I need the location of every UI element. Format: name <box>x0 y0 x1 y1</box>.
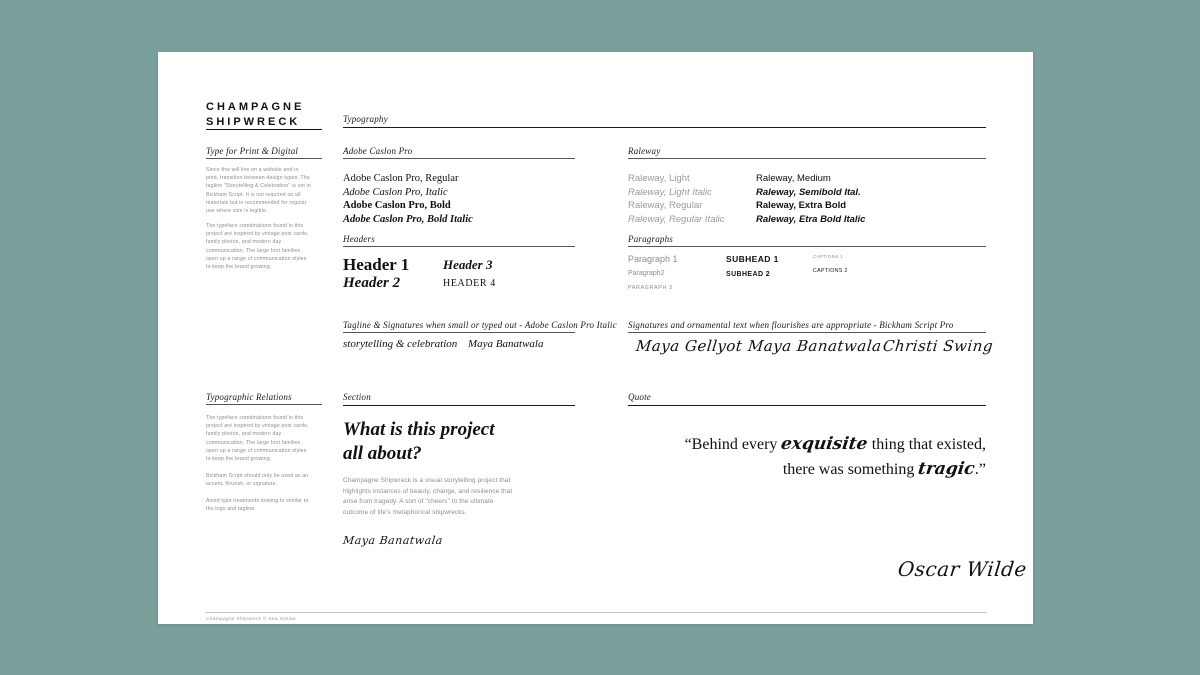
typographic-relations-rule <box>206 404 322 405</box>
paragraph-3-sample: PARAGRAPH 3 <box>628 285 673 291</box>
raleway-item-regular-italic: Raleway, Regular Italic <box>628 213 725 225</box>
raleway-item-extra-bold-italic: Raleway, Etra Bold Italic <box>756 213 866 225</box>
quote-close: .” <box>974 461 986 478</box>
tagline-rule <box>343 332 575 333</box>
left-column-paragraph-1: Since this will live on a website and in print, transition between design types. The tagline "Storytelling & Celebration" is set in Bickham Script. It is not required on all materials but is recommended for regular use where size is legible. <box>206 167 311 215</box>
headers-rule <box>343 246 575 247</box>
caslon-item-bold: Adobe Caslon Pro, Bold <box>343 200 451 211</box>
footer-rule <box>206 612 986 613</box>
quote-open: “Behind every <box>684 436 778 453</box>
paragraphs-rule <box>628 246 986 247</box>
section-heading: Section <box>343 392 371 402</box>
tagline-signature-sample: Maya Banatwala <box>468 338 544 350</box>
raleway-item-extra-bold: Raleway, Extra Bold <box>756 200 847 211</box>
page-title: Typography <box>343 114 388 124</box>
quote-mid: thing that existed, <box>871 436 986 453</box>
signatures-heading: Signatures and ornamental text when flourishes are appropriate - Bickham Script Pro <box>628 320 954 330</box>
typographic-relations-paragraph-3: Avoid type treatments looking to similar to the logo and tagline. <box>206 498 309 513</box>
page-title-rule <box>343 127 986 128</box>
tagline-sample: storytelling & celebration <box>343 338 458 350</box>
raleway-heading: Raleway <box>628 146 661 156</box>
quote-attribution: Oscar Wilde <box>896 557 1029 581</box>
raleway-item-light: Raleway, Light <box>628 173 690 184</box>
raleway-item-regular: Raleway, Regular <box>628 200 703 211</box>
typographic-relations-paragraph-2: Bickham Script should only be used as an accent, flourish, or signature. <box>206 473 309 488</box>
section-body-text: Champagne Shipwreck is a visual storytelling project that highlights instances of beauty, change, and resilience that arise from tragedy. A sort of "cheers" to the ultimate outcome of life's metaphorical shipwrecks. <box>343 477 513 516</box>
header-1-sample: Header 1 <box>343 255 410 274</box>
paragraph-2-sample: Paragraph2 <box>628 270 665 277</box>
raleway-specimen-column-1 <box>628 172 724 226</box>
brand-logo <box>206 100 326 130</box>
document-page <box>158 52 1033 624</box>
section-rule <box>343 405 575 406</box>
captions-2-sample: CAPTIONS 2 <box>813 268 848 274</box>
signature-sample-3: Christi Swing <box>882 337 995 355</box>
raleway-item-light-italic: Raleway, Light Italic <box>628 186 712 198</box>
caslon-rule <box>343 158 575 159</box>
subhead-2-sample: SUBHEAD 2 <box>726 271 771 278</box>
tagline-heading: Tagline & Signatures when small or typed out - Adobe Caslon Pro Italic <box>343 320 617 330</box>
quote-heading: Quote <box>628 392 651 402</box>
header-3-sample: Header 3 <box>443 257 493 272</box>
headers-heading: Headers <box>343 234 375 244</box>
caslon-specimen-list <box>343 172 473 226</box>
header-4-sample: HEADER 4 <box>443 278 496 289</box>
left-column-paragraph-2: The typeface combinations found in this project are inspired by vintage post cards, family photos, and modern day communication. The large font families open up a range of communication styles to keep the brand growing. <box>206 223 309 271</box>
footer-text: Champagne Shipwreck © Sea Similar <box>206 617 297 622</box>
quote-line2-pre: there was something <box>782 461 915 478</box>
header-2-sample: Header 2 <box>343 275 401 291</box>
brand-divider <box>206 129 322 130</box>
caslon-item-bold-italic: Adobe Caslon Pro, Bold Italic <box>343 213 473 225</box>
raleway-item-semibold-italic: Raleway, Semibold Ital. <box>756 186 861 198</box>
paragraphs-heading: Paragraphs <box>628 234 674 244</box>
typographic-relations-paragraph-1: The typeface combinations found in this project are inspired by vintage post cards, family photos, and modern day communication. The large font families open up a range of communication styles to keep the brand growing. <box>206 415 309 463</box>
left-column-rule <box>206 158 322 159</box>
paragraph-1-sample: Paragraph 1 <box>628 254 678 264</box>
signature-sample-1: Maya Gellyot <box>635 337 744 355</box>
subhead-1-sample: SUBHEAD 1 <box>726 254 779 264</box>
quote-word-tragic: tragic <box>917 459 977 479</box>
caslon-item-regular: Adobe Caslon Pro, Regular <box>343 173 459 184</box>
raleway-item-medium: Raleway, Medium <box>756 173 831 184</box>
typographic-relations-heading: Typographic Relations <box>206 392 292 402</box>
brand-line-2: SHIPWRECK <box>206 116 301 128</box>
caslon-item-italic: Adobe Caslon Pro, Italic <box>343 186 448 198</box>
quote-text <box>656 432 986 482</box>
section-signature: Maya Banatwala <box>342 534 444 547</box>
raleway-rule <box>628 158 986 159</box>
captions-1-sample: CAPTIONS 1 <box>813 254 844 259</box>
signature-sample-2: Maya Banatwala <box>747 337 883 355</box>
left-column-heading: Type for Print & Digital <box>206 146 299 156</box>
section-question <box>343 418 573 466</box>
signatures-rule <box>628 332 986 333</box>
section-question-line-1: What is this project <box>343 419 495 440</box>
caslon-heading: Adobe Caslon Pro <box>343 146 413 156</box>
quote-rule <box>628 405 986 406</box>
brand-line-1: CHAMPAGNE <box>206 101 305 113</box>
raleway-specimen-column-2 <box>756 172 865 226</box>
section-question-line-2: all about? <box>343 443 422 464</box>
quote-word-exquisite: exquisite <box>780 434 870 454</box>
